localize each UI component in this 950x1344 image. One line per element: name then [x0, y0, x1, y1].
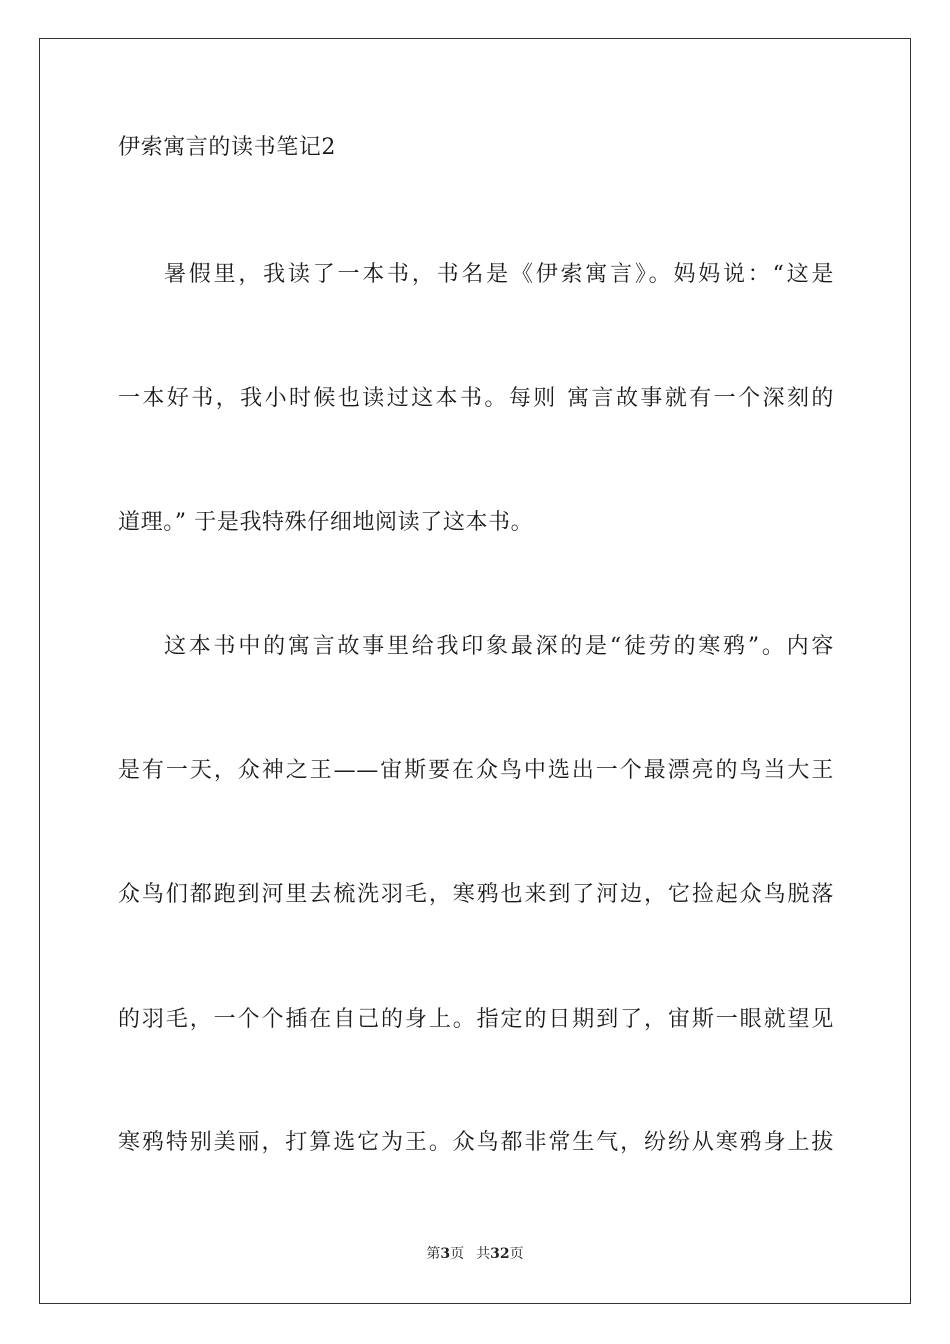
paragraph-line: 一本好书，我小时候也读过这本书。每则 寓言故事就有一个深刻的	[118, 386, 834, 411]
paragraph-line: 寒鸦特别美丽，打算选它为王。众鸟都非常生气，纷纷从寒鸦身上拔	[118, 1130, 834, 1155]
paragraph-line: 的羽毛，一个个插在自己的身上。指定的日期到了，宙斯一眼就望见	[118, 1007, 834, 1032]
total-suffix: 页	[509, 1246, 524, 1262]
document-title: 伊索寓言的读书笔记2	[118, 135, 336, 160]
paragraph-line: 这本书中的寓言故事里给我印象最深的是“徒劳的寒鸦”。内容	[164, 634, 834, 659]
paragraph-line: 暑假里，我读了一本书，书名是《伊索寓言》。妈妈说：“这是	[164, 262, 834, 287]
paragraph-line: 道理。” 于是我特殊仔细地阅读了这本书。	[118, 510, 534, 535]
total-pages: 32	[490, 1246, 510, 1262]
page-border	[39, 38, 911, 1304]
page-prefix: 第	[426, 1246, 441, 1262]
page-footer	[0, 1244, 950, 1264]
page-suffix: 页	[450, 1246, 465, 1262]
paragraph-line: 众鸟们都跑到河里去梳洗羽毛，寒鸦也来到了河边，它捡起众鸟脱落	[118, 882, 834, 907]
paragraph-line: 是有一天，众神之王——宙斯要在众鸟中选出一个最漂亮的鸟当大王	[118, 758, 834, 783]
total-prefix: 共	[476, 1246, 491, 1262]
page-number: 3	[440, 1246, 451, 1262]
